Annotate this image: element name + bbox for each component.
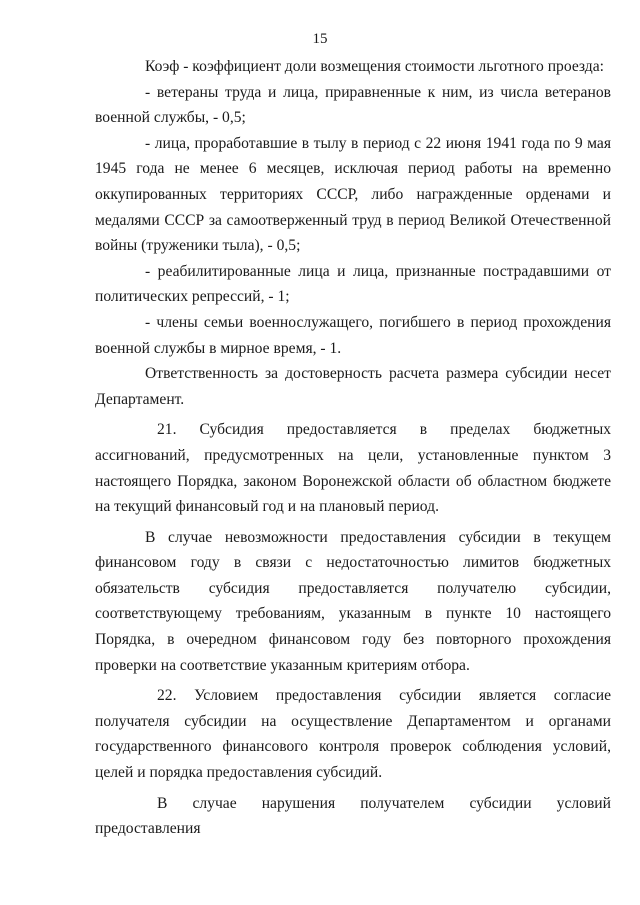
- paragraph-insufficient-limits: В случае невозможности предоставления субсидии в текущем финансовом году в связи с недостаточностью лимитов бюджетных обязательств субсидия предоставляется получателю субсидии, соответствующему требованиям, указанным в пункте 10 настоящего Порядка, в очередном финансовом году без повторного прохождения проверки на соответствие указанным критериям отбора.: [95, 528, 611, 674]
- paragraph-veterans-of-labor: - ветераны труда и лица, приравненные к ним, из числа ветеранов военной службы, - 0,5;: [95, 83, 611, 127]
- document-body: [95, 54, 611, 842]
- paragraph-military-family-members: - члены семьи военнослужащего, погибшего в период прохождения военной службы в мирное время, - 1.: [95, 313, 611, 357]
- paragraph-coefficient-definition: Коэф - коэффициент доли возмещения стоимости льготного проезда:: [145, 58, 604, 75]
- paragraph-clause-22: 22. Условием предоставления субсидии является согласие получателя субсидии на осуществление Департаментом и органами государственного финансового контроля проверок соблюдения условий, целей и порядка предоставления субсидий.: [95, 687, 611, 782]
- paragraph-home-front-workers: - лица, проработавшие в тылу в период с 22 июня 1941 года по 9 мая 1945 года не менее 6 месяцев, исключая период работы на временно оккупированных территориях СССР, либо награжденные орденами и медалями СССР за самоотверженный труд в период Великой Отечественной войны (труженики тыла), - 0,5;: [95, 134, 611, 255]
- paragraph-rehabilitated-persons: - реабилитированные лица и лица, признанные пострадавшими от политических репрессий, - 1;: [95, 262, 611, 306]
- page-number: 15: [312, 31, 328, 47]
- paragraph-clause-21: 21. Субсидия предоставляется в пределах бюджетных ассигнований, предусмотренных на цели, установленные пунктом 3 настоящего Порядка, законом Воронежской области об областном бюджете на текущий финансовый год и на плановый период.: [95, 421, 611, 516]
- paragraph-responsibility: Ответственность за достоверность расчета размера субсидии несет Департамент.: [95, 365, 611, 408]
- paragraph-violation-case: В случае нарушения получателем субсидии условий предоставления: [95, 794, 611, 838]
